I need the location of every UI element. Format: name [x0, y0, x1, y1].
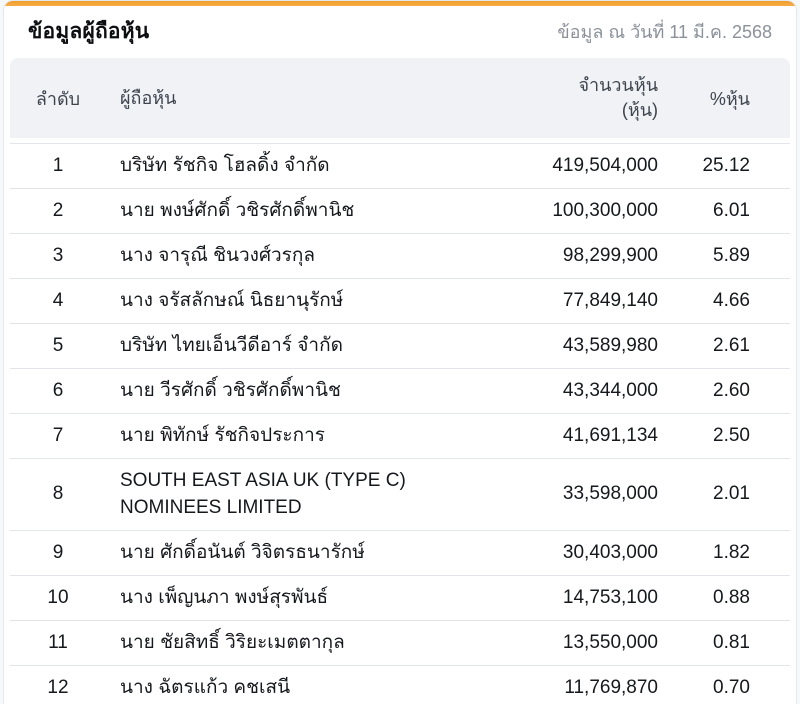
row-shares-cell: 33,598,000 — [562, 483, 658, 505]
row-shareholder-cell: บริษัท ไทยเอ็นวีดีอาร์ จำกัด — [120, 334, 343, 356]
shareholder-table — [4, 58, 796, 704]
row-percent-cell: 25.12 — [702, 154, 750, 176]
row-order-cell: 4 — [52, 289, 64, 311]
row-percent-cell: 6.01 — [713, 199, 750, 221]
row-shares-cell: 13,550,000 — [562, 631, 658, 653]
table-row — [10, 369, 790, 414]
row-shareholder-cell: นาง จรัสลักษณ์ นิธยานุรักษ์ — [120, 289, 344, 311]
table-row — [10, 234, 790, 279]
row-shareholder-cell: นาย ศักดิ์อนันต์ วิจิตรธนารักษ์ — [120, 541, 365, 563]
row-percent-cell: 0.70 — [713, 677, 750, 699]
row-percent-cell: 5.89 — [713, 244, 750, 266]
row-order-cell: 1 — [52, 154, 64, 176]
row-shares-cell: 77,849,140 — [562, 289, 658, 311]
row-percent-cell: 0.88 — [713, 586, 750, 608]
row-shares-cell: 43,344,000 — [562, 379, 658, 401]
row-shareholder-cell: นาง ฉัตรแก้ว คชเสนี — [120, 677, 291, 699]
row-shares-cell: 41,691,134 — [562, 424, 658, 446]
row-order-cell: 7 — [52, 424, 64, 446]
row-order-cell: 2 — [52, 199, 64, 221]
table-row — [10, 459, 790, 531]
row-shares-cell: 11,769,870 — [564, 677, 658, 699]
table-row — [10, 621, 790, 666]
row-percent-cell: 4.66 — [713, 289, 750, 311]
row-shares-cell: 14,753,100 — [562, 586, 658, 608]
header-percent: %หุ้น — [709, 88, 750, 109]
row-order-cell: 3 — [52, 244, 64, 266]
row-shareholder-cell: นาย พิทักษ์ รัชกิจประการ — [120, 424, 326, 446]
table-row — [10, 531, 790, 576]
row-percent-cell: 1.82 — [713, 541, 750, 563]
row-shares-cell: 98,299,900 — [562, 244, 658, 266]
page-title: ข้อมูลผู้ถือหุ้น — [28, 20, 150, 43]
table-body — [10, 143, 790, 704]
row-percent-cell: 2.61 — [713, 334, 750, 356]
card-header — [4, 6, 796, 58]
header-order: ลำดับ — [35, 88, 81, 109]
row-order-cell: 10 — [47, 586, 69, 608]
table-header-row — [10, 58, 790, 138]
row-shares-cell: 419,504,000 — [552, 154, 658, 176]
row-order-cell: 9 — [52, 541, 64, 563]
row-shareholder-cell: บริษัท รัชกิจ โฮลดิ้ง จำกัด — [120, 155, 330, 176]
row-percent-cell: 2.50 — [713, 424, 750, 446]
as-of-date-label: ข้อมูล ณ วันที่ 11 มี.ค. 2568 — [557, 22, 772, 42]
row-shareholder-cell: นาง จารุณี ชินวงศ์วรกุล — [120, 244, 316, 266]
row-shareholder-cell: นาย ชัยสิทธิ์ วิริยะเมตตากุล — [120, 631, 345, 653]
row-order-cell: 8 — [52, 483, 64, 505]
row-order-cell: 12 — [47, 677, 69, 699]
row-shareholder-cell: SOUTH EAST ASIA UK (TYPE C) NOMINEES LIMITED — [120, 469, 406, 519]
row-shareholder-cell: นาง เพ็ญนภา พงษ์สุรพันธ์ — [120, 586, 329, 608]
row-shares-cell: 30,403,000 — [562, 541, 658, 563]
row-shares-cell: 43,589,980 — [562, 334, 658, 356]
row-shares-cell: 100,300,000 — [552, 199, 658, 221]
table-row — [10, 143, 790, 189]
header-shares-line2: (หุ้น) — [621, 100, 658, 120]
table-row — [10, 414, 790, 459]
row-shareholder-cell: นาย พงษ์ศักดิ์ วชิรศักดิ์พานิช — [120, 199, 355, 221]
table-row — [10, 189, 790, 234]
header-shareholder: ผู้ถือหุ้น — [120, 87, 177, 108]
table-row — [10, 279, 790, 324]
shareholder-info-card — [3, 0, 797, 704]
row-shareholder-cell: นาย วีรศักดิ์ วชิรศักดิ์พานิช — [120, 379, 341, 401]
row-order-cell: 6 — [52, 379, 64, 401]
row-percent-cell: 2.01 — [713, 483, 750, 505]
row-percent-cell: 0.81 — [713, 631, 750, 653]
header-shares — [490, 73, 660, 123]
table-row — [10, 576, 790, 621]
row-order-cell: 5 — [52, 334, 64, 356]
header-shares-line1: จำนวนหุ้น — [578, 74, 658, 95]
row-percent-cell: 2.60 — [713, 379, 750, 401]
table-row — [10, 666, 790, 704]
table-row — [10, 324, 790, 369]
row-order-cell: 11 — [48, 631, 68, 653]
